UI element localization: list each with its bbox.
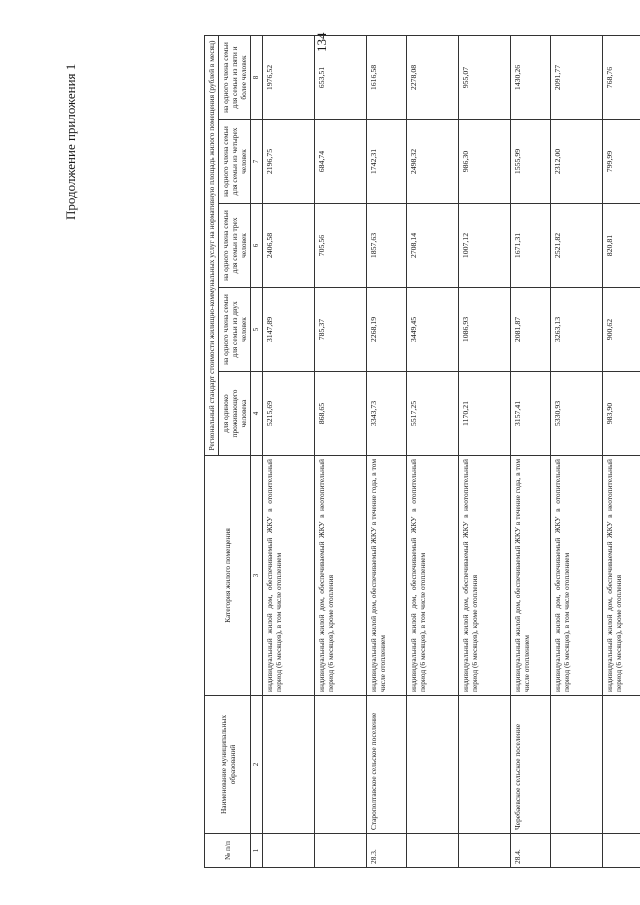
value-single: 3343,73: [366, 372, 406, 456]
value-single: 5215,69: [262, 372, 314, 456]
value-family-5: 768,76: [602, 36, 640, 120]
housing-category: индивидуальный жилой дом, обеспечиваемый ЖКУ в отопительный период (6 месяцев), в том числе отоплением: [550, 456, 602, 696]
value-single: 3157,41: [510, 372, 550, 456]
value-family-5: 2091,77: [550, 36, 602, 120]
row-number: 28.4.: [510, 834, 550, 868]
value-single: 868,65: [314, 372, 366, 456]
value-family-5: 1616,58: [366, 36, 406, 120]
value-single: 1170,21: [458, 372, 510, 456]
header-category: Категория жилого помещения: [205, 456, 251, 696]
value-family-5: 653,51: [314, 36, 366, 120]
housing-category: индивидуальный жилой дом, обеспечиваемый ЖКУ в течение года, в том числе отоплением: [366, 456, 406, 696]
column-number: 1: [251, 834, 263, 868]
row-number: [406, 834, 458, 868]
header-family-5: на одного члена семьи для семьи из пяти и более человек: [219, 36, 251, 120]
value-family-2: 900,62: [602, 288, 640, 372]
column-number: 5: [251, 288, 263, 372]
municipality-name: [406, 696, 458, 834]
row-number: [550, 834, 602, 868]
value-single: 5330,93: [550, 372, 602, 456]
value-family-3: 1671,31: [510, 204, 550, 288]
header-family-4: на одного члена семьи для семьи из четырех человек: [219, 120, 251, 204]
row-number: [602, 834, 640, 868]
table-row: [458, 36, 510, 868]
column-number: 3: [251, 456, 263, 696]
table-row: [406, 36, 458, 868]
header-no: № п/п: [205, 834, 251, 868]
column-number: 8: [251, 36, 263, 120]
header-municipality: Наименование муниципальных образований: [205, 696, 251, 834]
header-single: для одиноко проживающего человека: [219, 372, 251, 456]
value-family-2: 3263,13: [550, 288, 602, 372]
value-family-5: 1976,52: [262, 36, 314, 120]
housing-category: индивидуальный жилой дом, обеспечиваемый ЖКУ в отопительный период (6 месяцев), в том числе отоплением: [262, 456, 314, 696]
row-number: [458, 834, 510, 868]
municipality-name: [602, 696, 640, 834]
value-family-3: 705,56: [314, 204, 366, 288]
housing-category: индивидуальный жилой дом, обеспечиваемый ЖКУ в неотопительный период (6 месяцев), кроме отопления: [602, 456, 640, 696]
value-family-3: 2521,82: [550, 204, 602, 288]
value-family-5: 1430,26: [510, 36, 550, 120]
document-sheet: [118, 20, 640, 884]
table-row: [314, 36, 366, 868]
value-family-4: 2498,32: [406, 120, 458, 204]
value-family-4: 2196,75: [262, 120, 314, 204]
table-row: [602, 36, 640, 868]
appendix-title: Продолжение приложения 1: [63, 63, 78, 220]
value-family-3: 1857,63: [366, 204, 406, 288]
value-family-3: 1007,12: [458, 204, 510, 288]
housing-category: индивидуальный жилой дом, обеспечиваемый ЖКУ в отопительный период (6 месяцев), в том числе отоплением: [406, 456, 458, 696]
value-family-2: 3147,89: [262, 288, 314, 372]
value-family-4: 2312,00: [550, 120, 602, 204]
header-standard: Региональный стандарт стоимости жилищно-коммунальных услуг на нормативную площадь жилого помещения (рублей в месяц): [205, 36, 219, 456]
table-row: [366, 36, 406, 868]
value-family-4: 1742,31: [366, 120, 406, 204]
value-family-3: 820,81: [602, 204, 640, 288]
municipality-name: [314, 696, 366, 834]
housing-category: индивидуальный жилой дом, обеспечиваемый ЖКУ в течение года, в том числе отоплением: [510, 456, 550, 696]
value-family-2: 2081,87: [510, 288, 550, 372]
value-family-2: 1086,93: [458, 288, 510, 372]
table-row: [510, 36, 550, 868]
housing-cost-standard-table: [204, 35, 640, 868]
header-family-3: на одного члена семьи для семьи из трех человек: [219, 204, 251, 288]
value-family-5: 955,07: [458, 36, 510, 120]
page-number: 134: [314, 32, 329, 52]
header-row-main: [205, 36, 219, 868]
value-family-5: 2278,08: [406, 36, 458, 120]
rotated-document: [118, 20, 640, 884]
column-number: 6: [251, 204, 263, 288]
value-single: 983,90: [602, 372, 640, 456]
municipality-name: [550, 696, 602, 834]
row-number: [314, 834, 366, 868]
table-row: [262, 36, 314, 868]
housing-category: индивидуальный жилой дом, обеспечиваемый ЖКУ в неотопительный период (6 месяцев), кроме отопления: [458, 456, 510, 696]
column-number: 7: [251, 120, 263, 204]
value-family-2: 785,37: [314, 288, 366, 372]
row-number: 28.3.: [366, 834, 406, 868]
municipality-name: Старополтавское сельское поселение: [366, 696, 406, 834]
value-family-2: 3449,45: [406, 288, 458, 372]
row-number: [262, 834, 314, 868]
column-number: 4: [251, 372, 263, 456]
municipality-name: [458, 696, 510, 834]
value-family-3: 2406,58: [262, 204, 314, 288]
value-family-4: 799,99: [602, 120, 640, 204]
municipality-name: Черебаевское сельское поселение: [510, 696, 550, 834]
housing-category: индивидуальный жилой дом, обеспечиваемый ЖКУ в неотопительный период (6 месяцев), кроме отопления: [314, 456, 366, 696]
value-single: 5517,25: [406, 372, 458, 456]
value-family-4: 986,30: [458, 120, 510, 204]
table-row: [550, 36, 602, 868]
value-family-2: 2268,19: [366, 288, 406, 372]
column-number-row: [251, 36, 263, 868]
value-family-3: 2708,14: [406, 204, 458, 288]
column-number: 2: [251, 696, 263, 834]
municipality-name: [262, 696, 314, 834]
value-family-4: 1555,99: [510, 120, 550, 204]
header-family-2: на одного члена семьи для семьи из двух человек: [219, 288, 251, 372]
value-family-4: 684,74: [314, 120, 366, 204]
